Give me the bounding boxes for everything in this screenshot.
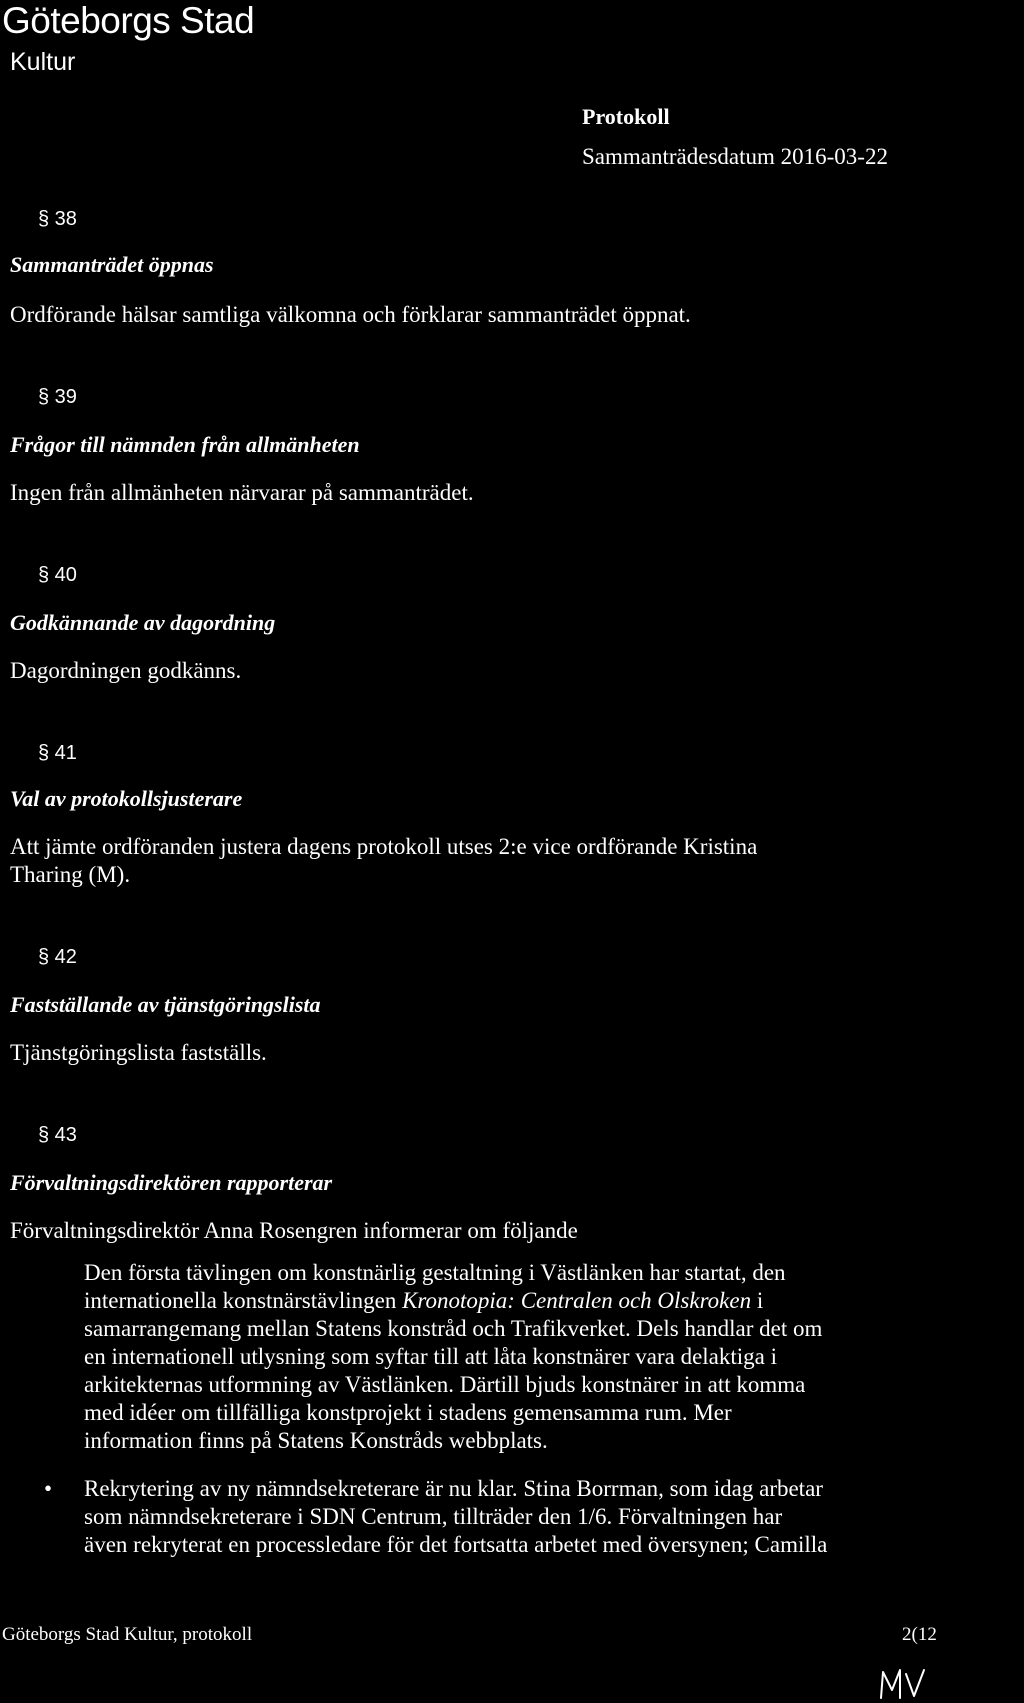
section-title: Förvaltningsdirektören rapporterar: [10, 1170, 333, 1195]
section-title: Frågor till nämnden från allmänheten: [10, 432, 360, 457]
meeting-date: Sammanträdesdatum 2016-03-22: [582, 144, 888, 169]
report-item-line: [84, 1286, 763, 1315]
section-body: Dagordningen godkänns.: [10, 658, 242, 683]
document-type: Protokoll: [582, 104, 670, 129]
organization-name: Göteborgs Stad: [2, 0, 255, 41]
section-title: Fastställande av tjänstgöringslista: [10, 992, 321, 1017]
section-number: § 39: [38, 386, 77, 408]
page-number: 2(12: [902, 1624, 937, 1645]
section-body-line: Tharing (M).: [10, 862, 131, 887]
section-body: Ingen från allmänheten närvarar på sammanträdet.: [10, 480, 474, 505]
report-item-line: Den första tävlingen om konstnärlig gestaltning i Västlänken har startat, den: [84, 1260, 786, 1285]
report-item-line: med idéer om tillfälliga konstprojekt i stadens gemensamma rum. Mer: [84, 1400, 732, 1425]
section-number: § 43: [38, 1124, 77, 1146]
section-number: § 38: [38, 208, 77, 230]
report-item-line: som nämndsekreterare i SDN Centrum, tillträder den 1/6. Förvaltningen har: [84, 1504, 783, 1529]
section-title: Val av protokollsjusterare: [10, 786, 243, 811]
section-body: Förvaltningsdirektör Anna Rosengren informerar om följande: [10, 1218, 578, 1243]
department-name: Kultur: [10, 48, 76, 76]
section-body: Tjänstgöringslista fastställs.: [10, 1040, 267, 1065]
report-item-line: samarrangemang mellan Statens konstråd och Trafikverket. Dels handlar det om: [84, 1316, 823, 1341]
section-number: § 40: [38, 564, 77, 586]
section-title: Godkännande av dagordning: [10, 610, 276, 635]
report-item-emphasis: Kronotopia: Centralen och Olskroken: [402, 1288, 752, 1313]
report-item-text: i: [751, 1288, 764, 1313]
footer-title: Göteborgs Stad Kultur, protokoll: [2, 1624, 253, 1645]
section-title: Sammanträdet öppnas: [10, 252, 214, 277]
report-item-line: arkitekternas utformning av Västlänken. Därtill bjuds konstnärer in att komma: [84, 1372, 806, 1397]
handwritten-initials: [878, 1662, 928, 1702]
section-body: Ordförande hälsar samtliga välkomna och förklarar sammanträdet öppnat.: [10, 302, 691, 327]
report-item-line: information finns på Statens Konstråds webbplats.: [84, 1428, 548, 1453]
bullet-icon: •: [44, 1476, 53, 1501]
report-item-text: internationella konstnärstävlingen: [84, 1288, 403, 1313]
section-body-line: Att jämte ordföranden justera dagens protokoll utses 2:e vice ordförande Kristina: [10, 834, 758, 859]
report-item-line: en internationell utlysning som syftar till att låta konstnärer vara delaktiga i: [84, 1344, 777, 1369]
section-number: § 42: [38, 946, 77, 968]
report-item-line: även rekryterat en processledare för det fortsatta arbetet med översynen; Camilla: [84, 1532, 828, 1557]
section-number: § 41: [38, 742, 77, 764]
report-item-line: Rekrytering av ny nämndsekreterare är nu klar. Stina Borrman, som idag arbetar: [84, 1476, 823, 1501]
